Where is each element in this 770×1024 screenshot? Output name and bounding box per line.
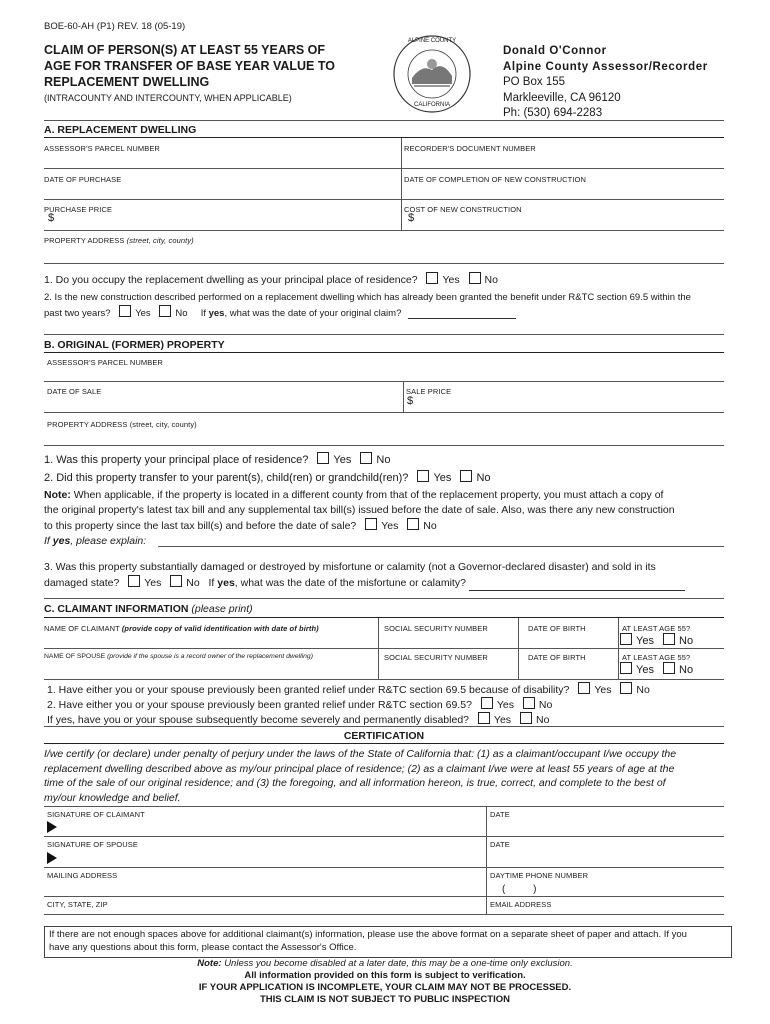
section-b-q3-no-checkbox[interactable] [170,575,182,587]
disability-questions [47,682,650,727]
no-label: No [175,308,188,319]
no-label: No [476,472,491,484]
spouse-age55-yes-checkbox[interactable] [620,662,632,674]
row-line [44,412,724,413]
spouse-signature-label: SIGNATURE OF SPOUSE [47,840,138,849]
yes-label: Yes [636,635,654,647]
claimant-age55-no-checkbox[interactable] [663,633,675,645]
row-line [44,914,724,915]
additional-info-line-2: have any questions about this form, please contact the Assessor's Office. [49,941,357,953]
section-b-note [44,488,734,549]
daytime-phone-label: DAYTIME PHONE NUMBER [490,871,589,880]
claimant-ssn-label: SOCIAL SECURITY NUMBER [384,624,488,633]
section-b-divider [44,334,724,335]
row-line [44,679,724,680]
original-claim-date-field[interactable] [408,318,516,319]
disability-q1-text: 1. Have either you or your spouse previously been granted relief under R&TC section 69.5 because of disability? [47,684,570,696]
if-label: If [208,577,215,589]
disability-q2-text: 2. Have either you or your spouse previously been granted relief under R&TC section 69.5? [47,699,472,711]
explain-label: , please explain: [70,535,147,547]
disability-q3-no-checkbox[interactable] [520,712,532,724]
seal-bottom-text: CALIFORNIA [413,102,450,108]
property-address-hint: (street, city, county) [126,236,194,245]
purchase-price-label: PURCHASE PRICE [44,205,113,214]
misfortune-date-label: , what was the date of the misfortune or calamity? [234,577,466,589]
explain-field[interactable] [158,546,724,547]
footer-notes [0,958,770,1006]
certification-divider [44,726,724,727]
section-b-q2-yes-checkbox[interactable] [417,470,429,482]
section-b-q2 [44,470,491,484]
spouse-dob-label: DATE OF BIRTH [528,653,586,662]
section-b-q3-yes-checkbox[interactable] [128,575,140,587]
assessor-office: Alpine County Assessor/Recorder [503,60,708,73]
page-title [44,42,335,90]
yes-label: Yes [135,308,151,319]
title-line-2: AGE FOR TRANSFER OF BASE YEAR VALUE TO [44,59,335,73]
section-a-q2-line1: 2. Is the new construction described performed on a replacement dwelling which has already been granted the benefit under R&TC section 69.5 within the [44,292,691,303]
row-line [44,230,724,231]
row-line [44,263,724,264]
certification-line-3: time of the sale of our original residence; and (3) the foregoing, and all information hereon, is true, correct, and complete to the best of [44,777,666,789]
no-label: No [679,664,694,676]
page-subtitle: (INTRACOUNTY AND INTERCOUNTY, WHEN APPLICABLE) [44,93,292,103]
spouse-date-label: DATE [490,840,510,849]
date-sale-label: DATE OF SALE [47,387,102,396]
claimant-date-label: DATE [490,810,510,819]
section-a-q2-no-checkbox[interactable] [159,305,171,317]
certification-line-1: I/we certify (or declare) under penalty of perjury under the laws of the State of California that: (1) as a claimant/occupant I/we occupy the [44,748,677,760]
county-seal [392,34,472,114]
original-claim-date-label: , what was the date of your original claim? [224,308,402,319]
signature-column-divider [486,806,487,914]
if-label: If [200,308,206,319]
spouse-age55-label: AT LEAST AGE 55? [622,653,691,662]
sale-price-dollar: $ [407,395,414,407]
spouse-ssn-label: SOCIAL SECURITY NUMBER [384,653,488,662]
section-a-q2-line2 [44,305,516,319]
note-line-2: the original property's latest tax bill and any supplemental tax bill(s) issued before the date of sale. Also, was there any new construction [44,504,675,516]
city-state-zip-label: CITY, STATE, ZIP [47,900,108,909]
row-line [44,806,724,807]
no-label: No [535,714,550,726]
no-label: No [423,520,437,532]
recorder-doc-label: RECORDER'S DOCUMENT NUMBER [404,144,536,153]
section-b-column-divider [403,381,404,412]
yes-label: Yes [433,472,452,484]
row-line [44,199,724,200]
row-line [44,168,724,169]
section-c-rule [44,617,724,618]
incomplete-warning: IF YOUR APPLICATION IS INCOMPLETE, YOUR CLAIM MAY NOT BE PROCESSED. [198,982,572,993]
title-line-3: REPLACEMENT DWELLING [44,75,210,89]
assessor-name: Donald O'Connor [503,45,607,57]
footer-note-text: Unless you become disabled at a later date, this may be a one-time only exclusion. [224,958,573,969]
yes-bold: yes [217,577,235,589]
disability-q3-yes-checkbox[interactable] [478,712,490,724]
cost-new-label: COST OF NEW CONSTRUCTION [404,205,522,214]
section-b-q1-no-checkbox[interactable] [360,452,372,464]
yes-label: Yes [144,577,162,589]
section-a-divider [44,120,724,121]
assessor-block [503,44,708,122]
section-a-q1 [44,272,498,286]
no-label: No [186,577,200,589]
row-line [44,381,724,382]
section-a-heading: A. REPLACEMENT DWELLING [44,124,197,136]
footer-note-label: Note: [197,958,222,969]
yes-label: Yes [333,454,352,466]
yes-label: Yes [594,684,612,696]
email-label: EMAIL ADDRESS [490,900,552,909]
section-b-q2-text: 2. Did this property transfer to your parent(s), child(ren) or grandchild(ren)? [44,472,409,484]
sign-here-arrow-icon [47,821,57,833]
certification-line-4: my/our knowledge and belief. [44,791,181,804]
section-b-q3-text: damaged state? [44,577,120,589]
yes-label: Yes [442,274,460,286]
no-label: No [636,684,650,696]
title-line-1: CLAIM OF PERSON(S) AT LEAST 55 YEARS OF [44,43,326,57]
claimant-dob-label: DATE OF BIRTH [528,624,586,633]
date-purchase-label: DATE OF PURCHASE [44,175,122,184]
spouse-name-label-text: NAME OF SPOUSE [44,653,106,660]
claimant-signature-label: SIGNATURE OF CLAIMANT [47,810,145,819]
sign-here-arrow-icon [47,852,57,864]
cost-new-dollar: $ [408,212,415,224]
row-line [44,836,724,837]
column-divider [518,618,519,680]
section-c-heading [44,603,253,615]
claimant-age55-options [614,633,693,647]
certification-rule [44,743,724,744]
original-apn-label: ASSESSOR'S PARCEL NUMBER [47,358,163,367]
apn-label: ASSESSOR'S PARCEL NUMBER [44,144,160,153]
property-address-label-text: PROPERTY ADDRESS [44,236,125,245]
claimant-name-label [44,624,319,633]
yes-label: Yes [496,699,514,711]
sale-price-label: SALE PRICE [406,387,452,396]
section-b-q2-no-checkbox[interactable] [460,470,472,482]
no-label: No [484,274,498,286]
additional-info-text [49,929,733,954]
section-a-q1-no-checkbox[interactable] [469,272,481,284]
section-b-q1-text: 1. Was this property your principal place of residence? [44,454,309,466]
section-c-heading-text: C. CLAIMANT INFORMATION [44,603,189,615]
disability-q1-yes-checkbox[interactable] [578,682,590,694]
no-label: No [538,699,553,711]
spouse-age55-no-checkbox[interactable] [663,662,675,674]
yes-bold: yes [52,535,71,547]
note-label: Note: [44,489,71,501]
section-a-q2-text: past two years? [44,308,111,319]
section-c-heading-hint: (please print) [191,603,253,615]
section-a-q1-yes-checkbox[interactable] [426,272,438,284]
column-divider [378,618,379,680]
disability-q2-yes-checkbox[interactable] [481,697,493,709]
phone-parentheses: ( ) [502,884,537,895]
verification-text: All information provided on this form is subject to verification. [244,970,526,981]
disability-q3-text: If yes, have you or your spouse subsequently become severely and permanently disabled? [47,714,469,726]
mailing-address-label: MAILING ADDRESS [47,871,118,880]
row-line [44,867,724,868]
section-a-column-divider [401,138,402,230]
assessor-phone: Ph: (530) 694-2283 [503,107,603,119]
date-completion-label: DATE OF COMPLETION OF NEW CONSTRUCTION [404,175,586,184]
yes-label: Yes [493,714,512,726]
section-b-q3-line1: 3. Was this property substantially damaged or destroyed by misfortune or calamity (not a Governor-declared disaster) and sold in its [44,561,656,573]
row-line [44,648,724,649]
certification-text [44,747,734,805]
claimant-age55-label: AT LEAST AGE 55? [622,624,691,633]
spouse-name-hint: (provide if the spouse is a record owner of the replacement dwelling) [107,653,313,660]
public-inspection-note: THIS CLAIM IS NOT SUBJECT TO PUBLIC INSPECTION [259,994,510,1005]
new-construction-yes-checkbox[interactable] [365,518,377,530]
yes-bold: yes [208,308,225,319]
spouse-name-label [44,653,313,660]
additional-info-line-1: If there are not enough spaces above for additional claimant(s) information, please use the above format on a separate sheet of paper and attach. If you [49,929,687,940]
no-label: No [679,635,694,647]
yes-label: Yes [636,664,654,676]
claimant-name-hint: (provide copy of valid identification with date of birth) [121,624,319,633]
purchase-price-dollar: $ [48,212,55,224]
disability-q1-no-checkbox[interactable] [620,682,632,694]
section-a-q1-text: 1. Do you occupy the replacement dwelling as your principal place of residence? [44,274,418,286]
disability-q2-no-checkbox[interactable] [523,697,535,709]
section-a-q2-yes-checkbox[interactable] [119,305,131,317]
note-line-3: to this property since the last tax bill(s) and before the date of sale? [44,520,357,532]
yes-label: Yes [381,520,399,532]
property-address-label [44,236,194,245]
section-b-q3 [44,560,685,591]
assessor-address-2: Markleeville, CA 96120 [503,91,621,104]
no-label: No [376,454,391,466]
misfortune-date-field[interactable] [469,590,685,591]
row-line [44,896,724,897]
section-b-rule [44,352,724,353]
section-a-rule [44,137,724,138]
section-b-q1 [44,452,390,466]
section-c-divider [44,598,724,599]
if-label: If [44,535,50,547]
row-line [44,445,724,446]
claimant-age55-yes-checkbox[interactable] [620,633,632,645]
form-id: BOE-60-AH (P1) REV. 18 (05-19) [44,21,186,32]
original-address-label: PROPERTY ADDRESS (street, city, county) [47,420,197,429]
claimant-name-label-text: NAME OF CLAIMANT [44,624,120,633]
assessor-address-1: PO Box 155 [503,76,566,88]
note-line-1: When applicable, if the property is located in a different county from that of the replacement property, you must attach a copy of [73,489,664,501]
certification-line-2: replacement dwelling described above as my/our principal place of residence; (2) as a claimant I/we were at least 55 years of age at the [44,762,675,775]
new-construction-no-checkbox[interactable] [407,518,419,530]
section-b-q1-yes-checkbox[interactable] [317,452,329,464]
certification-heading: CERTIFICATION [343,730,425,742]
section-b-heading: B. ORIGINAL (FORMER) PROPERTY [44,339,225,351]
spouse-age55-options [614,662,693,676]
seal-top-text: ALPINE COUNTY [407,38,457,44]
